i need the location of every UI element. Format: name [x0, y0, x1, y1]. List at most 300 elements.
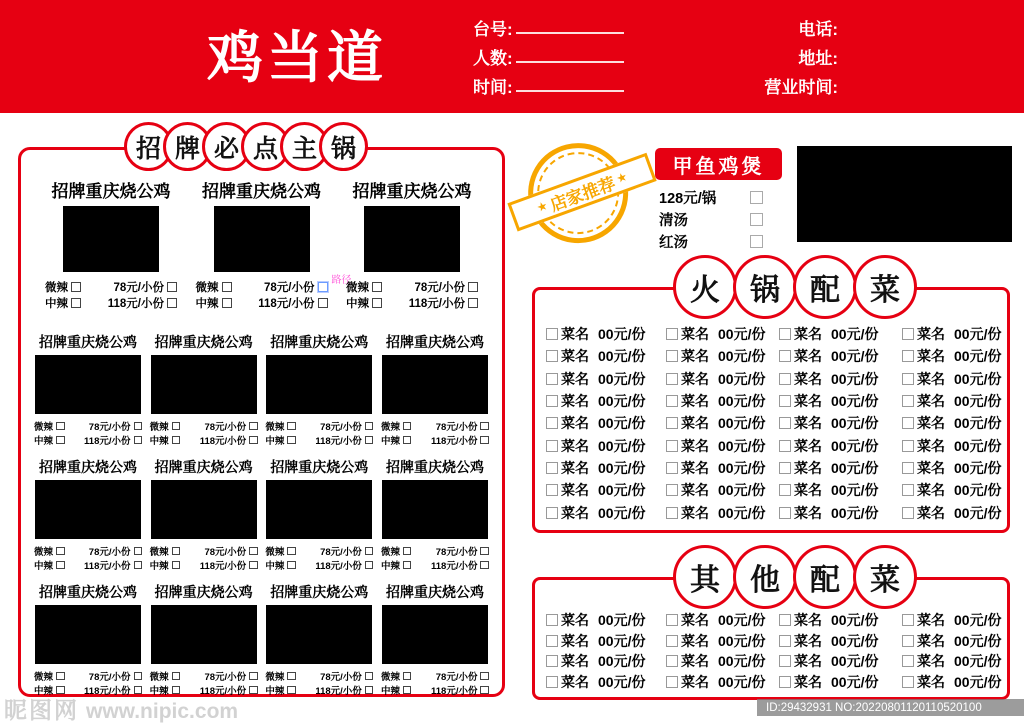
menu-item-name: 菜名 [681, 415, 709, 432]
price-checkbox[interactable] [365, 422, 374, 431]
menu-item-checkbox[interactable] [546, 440, 558, 452]
menu-item-checkbox[interactable] [546, 417, 558, 429]
write-in-line[interactable] [516, 21, 624, 34]
menu-item-checkbox[interactable] [666, 484, 678, 496]
recommend-photo-placeholder [797, 146, 1012, 242]
price-label: 78元/小份 [88, 422, 131, 433]
spice-checkbox[interactable] [222, 282, 232, 292]
spice-checkbox[interactable] [287, 436, 296, 445]
spice-label: 中辣 [149, 686, 169, 697]
menu-item [666, 368, 779, 390]
spice-checkbox[interactable] [403, 672, 412, 681]
dish-title: 招牌重庆烧公鸡 [39, 334, 137, 350]
dish-card [32, 457, 144, 572]
price-label: 118元/小份 [408, 298, 465, 310]
menu-item-checkbox[interactable] [666, 440, 678, 452]
price-checkbox[interactable] [249, 547, 258, 556]
spice-label: 中辣 [149, 561, 169, 572]
menu-item-price: 00元/份 [954, 460, 1002, 477]
price-checkbox[interactable] [134, 561, 143, 570]
menu-item-checkbox[interactable] [666, 373, 678, 385]
price-option [436, 544, 489, 558]
price-checkbox[interactable] [468, 282, 478, 292]
price-checkbox[interactable] [167, 282, 177, 292]
menu-item-checkbox[interactable] [902, 350, 914, 362]
price-option-row [196, 295, 328, 311]
price-checkbox[interactable] [365, 561, 374, 570]
dish-row [18, 332, 505, 447]
menu-item-name: 菜名 [794, 504, 822, 521]
menu-item-checkbox[interactable] [779, 328, 791, 340]
price-checkbox[interactable] [480, 561, 489, 570]
menu-item-checkbox[interactable] [666, 417, 678, 429]
menu-item-checkbox[interactable] [666, 395, 678, 407]
dish-price-options [265, 669, 373, 697]
spice-checkbox[interactable] [403, 686, 412, 695]
menu-item-checkbox[interactable] [546, 614, 558, 626]
spice-checkbox[interactable] [287, 547, 296, 556]
price-option [409, 295, 478, 311]
section-title-char: 主 [280, 122, 329, 171]
menu-item-checkbox[interactable] [546, 676, 558, 688]
dish-photo-placeholder [266, 355, 372, 414]
spice-label: 中辣 [265, 561, 285, 572]
menu-item [902, 368, 1001, 390]
price-option-row [34, 544, 142, 558]
dish-photo-placeholder [151, 480, 257, 539]
spice-checkbox[interactable] [372, 282, 382, 292]
menu-item [546, 323, 666, 345]
menu-item-checkbox[interactable] [546, 395, 558, 407]
spice-checkbox[interactable] [222, 298, 232, 308]
menu-item [546, 672, 666, 693]
price-checkbox[interactable] [480, 547, 489, 556]
menu-item-price: 00元/份 [718, 673, 766, 690]
price-checkbox[interactable] [480, 422, 489, 431]
dish-card [263, 457, 375, 572]
spice-option [150, 433, 181, 447]
price-checkbox[interactable] [480, 686, 489, 695]
spice-checkbox[interactable] [56, 561, 65, 570]
menu-item-checkbox[interactable] [779, 417, 791, 429]
menu-item-checkbox[interactable] [902, 395, 914, 407]
price-option [431, 683, 489, 697]
price-checkbox[interactable] [480, 436, 489, 445]
menu-item-checkbox[interactable] [902, 440, 914, 452]
price-label: 118元/小份 [199, 436, 247, 447]
menu-item-name: 菜名 [561, 370, 589, 387]
price-option [320, 419, 373, 433]
dish-card [42, 177, 180, 311]
menu-item-name: 菜名 [681, 482, 709, 499]
menu-item [666, 345, 779, 367]
menu-item-checkbox[interactable] [902, 328, 914, 340]
spice-option [381, 419, 412, 433]
menu-item-checkbox[interactable] [779, 350, 791, 362]
price-option-row [265, 433, 373, 447]
menu-item-price: 00元/份 [598, 482, 646, 499]
spice-checkbox[interactable] [372, 298, 382, 308]
dish-grid [18, 147, 505, 697]
dish-price-options [45, 279, 177, 311]
price-option [204, 544, 257, 558]
dish-card [379, 332, 491, 447]
menu-item [779, 412, 902, 434]
menu-item-price: 00元/份 [954, 482, 1002, 499]
menu-item [546, 610, 666, 631]
spice-option [265, 683, 296, 697]
price-checkbox[interactable] [134, 436, 143, 445]
dish-photo-placeholder [35, 355, 141, 414]
price-option [204, 419, 257, 433]
other-section-title [673, 545, 917, 609]
price-option [84, 558, 142, 572]
header-field [473, 13, 624, 42]
menu-item-name: 菜名 [917, 460, 945, 477]
menu-item-checkbox[interactable] [779, 614, 791, 626]
menu-item-name: 菜名 [681, 612, 709, 629]
menu-item [666, 610, 779, 631]
menu-item [666, 631, 779, 652]
spice-option [265, 669, 296, 683]
price-label: 78元/小份 [435, 547, 478, 558]
dish-title: 招牌重庆烧公鸡 [352, 182, 472, 201]
spice-checkbox[interactable] [172, 422, 181, 431]
menu-item-checkbox[interactable] [546, 328, 558, 340]
spice-checkbox[interactable] [71, 282, 81, 292]
menu-item [902, 479, 1001, 501]
price-option-row [150, 419, 258, 433]
menu-item-checkbox[interactable] [546, 507, 558, 519]
price-checkbox[interactable] [134, 672, 143, 681]
menu-item-price: 00元/份 [598, 612, 646, 629]
spice-checkbox[interactable] [56, 436, 65, 445]
menu-item-checkbox[interactable] [779, 373, 791, 385]
price-checkbox[interactable] [249, 672, 258, 681]
price-option-row [346, 279, 478, 295]
menu-item-checkbox[interactable] [779, 635, 791, 647]
spice-option [45, 279, 81, 295]
menu-item-checkbox[interactable] [666, 635, 678, 647]
menu-item [902, 345, 1001, 367]
hotpot-sides-section [532, 287, 1010, 533]
price-checkbox[interactable] [249, 686, 258, 695]
header-fields-right [690, 13, 838, 100]
spice-option [45, 295, 81, 311]
price-label: 118元/小份 [431, 686, 478, 697]
spice-option [150, 419, 181, 433]
spice-checkbox[interactable] [56, 672, 65, 681]
menu-item-checkbox[interactable] [666, 328, 678, 340]
price-checkbox[interactable] [365, 547, 374, 556]
menu-item-checkbox[interactable] [666, 614, 678, 626]
menu-item-checkbox[interactable] [546, 350, 558, 362]
menu-item-checkbox[interactable] [546, 373, 558, 385]
spice-option [381, 544, 412, 558]
dish-title: 招牌重庆烧公鸡 [51, 182, 171, 201]
price-option-row [381, 558, 489, 572]
menu-item [666, 457, 779, 479]
price-label: 78元/小份 [88, 672, 131, 683]
section-title-char: 他 [733, 545, 797, 609]
dish-photo-placeholder [382, 605, 488, 664]
price-option [89, 544, 142, 558]
price-option-row [45, 279, 177, 295]
price-option [264, 275, 352, 295]
menu-item-name: 菜名 [561, 393, 589, 410]
menu-item [779, 457, 902, 479]
price-checkbox[interactable] [318, 298, 328, 308]
price-option-row [150, 433, 258, 447]
spice-label: 微辣 [34, 547, 54, 558]
spice-label: 微辣 [380, 422, 400, 433]
price-option-row [195, 275, 352, 295]
price-option-row [265, 544, 373, 558]
menu-item-checkbox[interactable] [902, 373, 914, 385]
menu-item-price: 00元/份 [831, 504, 879, 521]
dish-title: 招牌重庆烧公鸡 [270, 584, 369, 600]
price-option-row [150, 544, 258, 558]
menu-item-checkbox[interactable] [902, 676, 914, 688]
menu-item-checkbox[interactable] [902, 484, 914, 496]
price-label: 78元/小份 [204, 672, 247, 683]
section-title-char: 火 [673, 255, 737, 319]
menu-item-price: 00元/份 [831, 612, 879, 629]
menu-item-name: 菜名 [794, 482, 822, 499]
menu-item-price: 00元/份 [831, 673, 879, 690]
dish-price-options [34, 419, 142, 447]
menu-item-checkbox[interactable] [779, 676, 791, 688]
menu-item-price: 00元/份 [954, 370, 1002, 387]
menu-item-checkbox[interactable] [902, 462, 914, 474]
menu-item-checkbox[interactable] [666, 676, 678, 688]
star-icon: ★ [614, 169, 630, 187]
menu-item-name: 菜名 [794, 612, 822, 629]
menu-item-checkbox[interactable] [902, 507, 914, 519]
price-option [200, 558, 258, 572]
price-option-row [381, 544, 489, 558]
spice-option [381, 683, 412, 697]
section-title-char: 锅 [319, 122, 368, 171]
menu-item-price: 00元/份 [598, 632, 646, 649]
price-label: 118元/小份 [84, 686, 131, 697]
price-checkbox[interactable] [134, 422, 143, 431]
dish-price-options [34, 544, 142, 572]
menu-item-checkbox[interactable] [666, 350, 678, 362]
spice-checkbox[interactable] [287, 686, 296, 695]
menu-item-name: 菜名 [681, 673, 709, 690]
menu-item [779, 323, 902, 345]
menu-item [779, 672, 902, 693]
price-label: 78元/小份 [113, 282, 164, 294]
price-label: 78元/小份 [264, 282, 315, 294]
menu-item-checkbox[interactable] [902, 635, 914, 647]
menu-item [666, 412, 779, 434]
price-checkbox[interactable] [365, 436, 374, 445]
price-checkbox[interactable] [249, 436, 258, 445]
menu-item-checkbox[interactable] [902, 614, 914, 626]
menu-item [902, 412, 1001, 434]
menu-item-price: 00元/份 [954, 348, 1002, 365]
price-option [200, 433, 258, 447]
write-in-line[interactable] [516, 79, 624, 92]
dish-card [343, 177, 481, 311]
menu-item-price: 00元/份 [718, 612, 766, 629]
hotpot-items [546, 323, 1001, 524]
menu-item-checkbox[interactable] [666, 507, 678, 519]
price-checkbox[interactable] [468, 298, 478, 308]
dish-card [193, 177, 352, 311]
menu-item [902, 435, 1001, 457]
section-title-char: 菜 [853, 545, 917, 609]
spice-option [34, 419, 65, 433]
menu-item-price: 00元/份 [598, 504, 646, 521]
menu-item-checkbox[interactable] [779, 507, 791, 519]
price-label: 78元/小份 [204, 422, 247, 433]
menu-item-price: 00元/份 [598, 415, 646, 432]
spice-checkbox[interactable] [172, 672, 181, 681]
menu-item-price: 00元/份 [598, 673, 646, 690]
recommend-option-label: 128元/锅 [659, 190, 717, 207]
menu-item-checkbox[interactable] [779, 462, 791, 474]
dish-photo-placeholder [63, 206, 159, 272]
field-label: 电话: [798, 20, 838, 39]
menu-item [546, 435, 666, 457]
price-checkbox[interactable] [249, 422, 258, 431]
spice-label: 微辣 [149, 672, 169, 683]
menu-item [546, 651, 666, 672]
menu-item-name: 菜名 [794, 326, 822, 343]
menu-item-checkbox[interactable] [779, 655, 791, 667]
site-logo-watermark: 昵图网 [4, 697, 79, 723]
menu-item-checkbox[interactable] [546, 462, 558, 474]
price-label: 118元/小份 [315, 561, 362, 572]
price-option [431, 433, 489, 447]
section-title-char: 牌 [163, 122, 212, 171]
price-option-row [265, 419, 373, 433]
dish-photo-placeholder [35, 480, 141, 539]
dish-card [263, 582, 375, 697]
menu-item-checkbox[interactable] [779, 484, 791, 496]
spice-checkbox[interactable] [403, 422, 412, 431]
price-option-row [381, 433, 489, 447]
spice-checkbox[interactable] [56, 547, 65, 556]
price-checkbox[interactable] [249, 561, 258, 570]
menu-item-price: 00元/份 [954, 415, 1002, 432]
price-label: 78元/小份 [88, 547, 131, 558]
spice-label: 中辣 [45, 298, 68, 310]
menu-item-checkbox[interactable] [779, 395, 791, 407]
menu-item-price: 00元/份 [954, 437, 1002, 454]
recommend-option-checkbox[interactable] [750, 213, 763, 226]
price-checkbox[interactable] [134, 547, 143, 556]
menu-item-checkbox[interactable] [666, 462, 678, 474]
other-items [546, 610, 1001, 692]
spice-label: 中辣 [380, 436, 400, 447]
price-option [114, 279, 178, 295]
section-title-char: 必 [202, 122, 251, 171]
menu-item-price: 00元/份 [831, 415, 879, 432]
spice-checkbox[interactable] [287, 422, 296, 431]
price-label: 118元/小份 [431, 436, 478, 447]
menu-item-price: 00元/份 [831, 460, 879, 477]
menu-item-price: 00元/份 [718, 393, 766, 410]
menu-item-name: 菜名 [794, 437, 822, 454]
spice-checkbox[interactable] [56, 422, 65, 431]
menu-item-name: 菜名 [917, 632, 945, 649]
recommend-option-checkbox[interactable] [750, 191, 763, 204]
price-option-row [346, 295, 478, 311]
menu-item-price: 00元/份 [718, 326, 766, 343]
spice-checkbox[interactable] [172, 547, 181, 556]
menu-item [779, 502, 902, 524]
dish-price-options [381, 669, 489, 697]
spice-label: 微辣 [34, 672, 54, 683]
spice-checkbox[interactable] [403, 547, 412, 556]
write-in-line[interactable] [516, 50, 624, 63]
dish-row [18, 457, 505, 572]
menu-item-checkbox[interactable] [902, 655, 914, 667]
menu-item-price: 00元/份 [831, 326, 879, 343]
recommend-option-checkbox[interactable] [750, 235, 763, 248]
dish-title: 招牌重庆烧公鸡 [39, 584, 137, 600]
menu-item-name: 菜名 [681, 632, 709, 649]
price-checkbox[interactable] [365, 686, 374, 695]
spice-checkbox[interactable] [403, 436, 412, 445]
menu-item-checkbox[interactable] [779, 440, 791, 452]
price-option [315, 433, 373, 447]
header-fields-left [473, 13, 624, 100]
menu-item-name: 菜名 [561, 482, 589, 499]
menu-item [546, 457, 666, 479]
section-title-char: 招 [124, 122, 173, 171]
price-option-row [34, 558, 142, 572]
menu-item [666, 435, 779, 457]
price-option-row [34, 433, 142, 447]
menu-item-checkbox[interactable] [546, 484, 558, 496]
spice-checkbox[interactable] [172, 561, 181, 570]
header-field [473, 71, 624, 100]
shop-recommend-stamp [511, 127, 655, 265]
spice-checkbox[interactable] [287, 561, 296, 570]
recommend-option-label: 红汤 [659, 234, 688, 251]
menu-item-name: 菜名 [681, 437, 709, 454]
spice-checkbox[interactable] [403, 561, 412, 570]
price-checkbox[interactable] [167, 298, 177, 308]
price-checkbox[interactable] [365, 672, 374, 681]
menu-item-price: 00元/份 [831, 348, 879, 365]
menu-item [902, 631, 1001, 652]
menu-item-checkbox[interactable] [666, 655, 678, 667]
dish-card [379, 457, 491, 572]
menu-item-checkbox[interactable] [546, 635, 558, 647]
menu-item-checkbox[interactable] [546, 655, 558, 667]
menu-item [666, 672, 779, 693]
spice-checkbox[interactable] [71, 298, 81, 308]
stamp-text: 店家推荐 [547, 173, 618, 215]
spice-label: 中辣 [380, 561, 400, 572]
menu-item-checkbox[interactable] [902, 417, 914, 429]
dish-card [263, 332, 375, 447]
spice-checkbox[interactable] [287, 672, 296, 681]
spice-checkbox[interactable] [172, 436, 181, 445]
price-checkbox[interactable] [318, 282, 328, 292]
price-checkbox[interactable] [480, 672, 489, 681]
menu-item [902, 502, 1001, 524]
menu-item-name: 菜名 [917, 437, 945, 454]
field-label: 人数: [473, 49, 513, 68]
menu-item-name: 菜名 [917, 348, 945, 365]
